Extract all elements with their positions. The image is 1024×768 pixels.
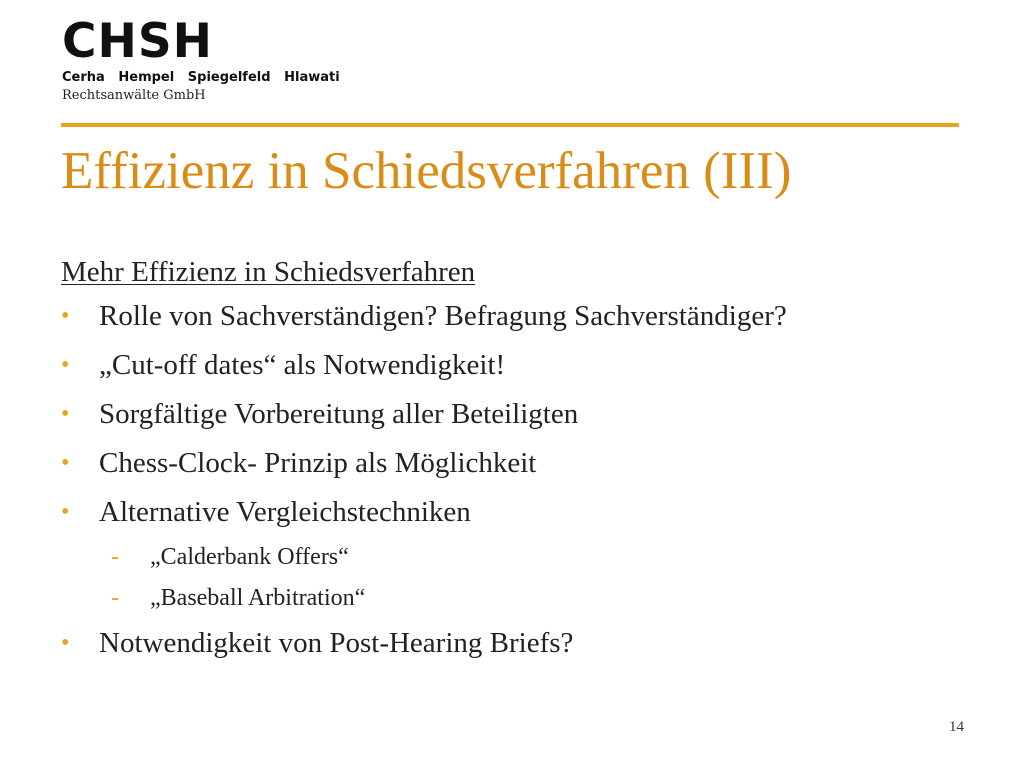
sub-bullet-text: „Baseball Arbitration“ (150, 585, 366, 611)
page-number: 14 (949, 719, 964, 735)
bullet-item (61, 341, 961, 390)
dash-icon: - (111, 544, 119, 570)
bullet-item (61, 292, 961, 341)
bullet-text: Chess-Clock- Prinzip als Möglichkeit (99, 447, 537, 479)
bullet-text: Notwendigkeit von Post-Hearing Briefs? (99, 627, 574, 659)
logo-mark: CHSH (62, 14, 214, 69)
bullet-text: „Cut-off dates“ als Notwendigkeit! (99, 349, 506, 381)
logo-firm-name: Rechtsanwälte GmbH (62, 88, 206, 103)
bullet-icon: • (61, 303, 70, 329)
sub-bullet-text: „Calderbank Offers“ (150, 544, 349, 570)
bullet-icon: • (61, 401, 70, 427)
section-subheading: Mehr Effizienz in Schiedsverfahren (61, 256, 476, 288)
sub-bullet-item (61, 537, 961, 578)
sub-bullet-item (61, 578, 961, 619)
bullet-text: Sorgfältige Vorbereitung aller Beteiligten (99, 398, 579, 430)
bullet-icon: • (61, 630, 70, 656)
bullet-item (61, 619, 961, 668)
bullet-icon: • (61, 450, 70, 476)
bullet-text: Alternative Vergleichstechniken (99, 496, 471, 528)
slide-title: Effizienz in Schiedsverfahren (III) (61, 142, 792, 200)
bullet-icon: • (61, 499, 70, 525)
dash-icon: - (111, 585, 119, 611)
bullet-icon: • (61, 352, 70, 378)
bullet-item (61, 439, 961, 488)
bullet-item (61, 390, 961, 439)
bullet-item (61, 488, 961, 537)
slide-content (61, 252, 961, 668)
title-divider (61, 123, 959, 127)
bullet-text: Rolle von Sachverständigen? Befragung Sachverständiger? (99, 300, 787, 332)
logo-partner-names: Cerha Hempel Spiegelfeld Hlawati (62, 70, 340, 85)
company-logo (62, 14, 340, 103)
